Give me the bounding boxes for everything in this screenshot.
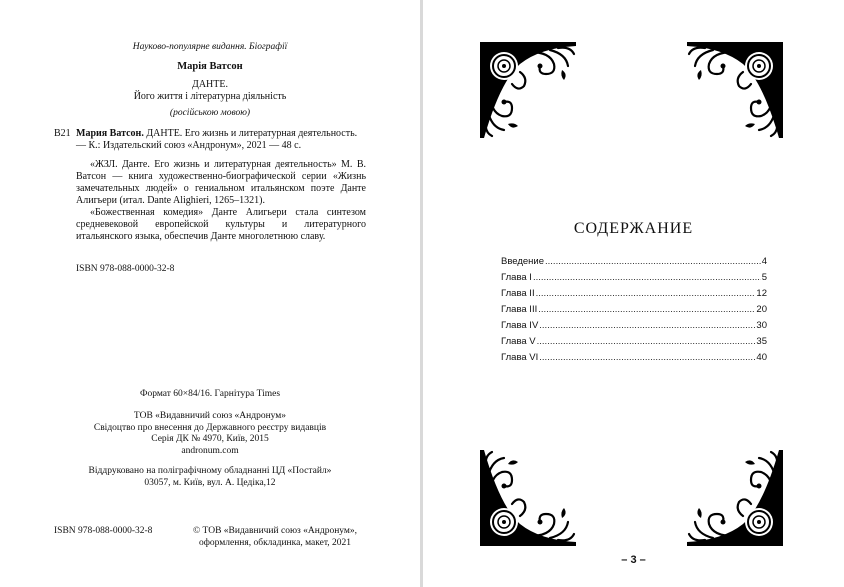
- toc-entry-page: 35: [756, 336, 767, 347]
- printer-block: [0, 466, 420, 489]
- toc-leader-dots: [539, 350, 755, 366]
- isbn-top: ISBN 978-088-0000-32-8: [76, 264, 175, 274]
- format-line: Формат 60×84/16. Гарнітура Times: [139, 389, 281, 399]
- toc-entry-page: 4: [761, 256, 767, 267]
- abstract-paragraph-1: «ЖЗЛ. Данте. Его жизнь и литературная деятельность» М. В. Ватсон — книга художественно-биографической серии «Жизнь замечательных людей» о гениальном итальянском поэте Данте Алигьери (итал. Dante Alighieri, 1265–1321).: [76, 159, 366, 206]
- toc-entry[interactable]: [501, 334, 767, 350]
- toc-entry-label: Глава III: [501, 304, 538, 315]
- printer-line: 03057, м. Київ, вул. А. Цедіка,12: [144, 477, 276, 488]
- toc-entry-page: 30: [756, 320, 767, 331]
- publisher-line: Серія ДК № 4970, Київ, 2015: [151, 434, 269, 444]
- toc-entry-page: 12: [756, 288, 767, 299]
- toc-entry-label: Глава II: [501, 288, 535, 299]
- bibliographic-code: В21: [54, 128, 71, 139]
- toc-leader-dots: [537, 334, 756, 350]
- copyright-line: © ТОВ «Видавничий союз «Андронум»,: [192, 526, 358, 536]
- isbn-bottom: ISBN 978-088-0000-32-8: [54, 526, 153, 536]
- toc-entry-label: Глава V: [501, 336, 536, 347]
- publisher-block: [0, 411, 420, 457]
- toc-leader-dots: [545, 254, 761, 270]
- toc-leader-dots: [539, 318, 755, 334]
- toc-entry[interactable]: [501, 286, 767, 302]
- toc-entry-label: Глава I: [501, 272, 532, 283]
- book-subtitle: Його життя і літературна діяльність: [133, 91, 287, 102]
- bib-author: Мария Ватсон.: [76, 128, 144, 139]
- copyright-line: оформлення, обкладинка, макет, 2021: [198, 537, 352, 548]
- page-number: – 3 –: [621, 554, 646, 566]
- left-page-imprint: [0, 0, 420, 587]
- language-note: (російською мовою): [169, 108, 251, 118]
- toc-leader-dots: [536, 286, 756, 302]
- author-name: Марія Ватсон: [177, 61, 243, 72]
- toc-entry-page: 5: [761, 272, 767, 283]
- toc-entry[interactable]: [501, 350, 767, 366]
- toc-entry[interactable]: [501, 254, 767, 270]
- publisher-line: Свідоцтво про внесення до Державного реєстру видавців: [93, 422, 327, 433]
- publisher-line: andronum.com: [181, 445, 239, 456]
- toc-leader-dots: [533, 270, 761, 286]
- corner-ornament-icon: [480, 450, 576, 546]
- bibliographic-entry: [76, 128, 366, 152]
- corner-ornament-icon: [687, 42, 783, 138]
- contents-heading: СОДЕРЖАНИЕ: [573, 220, 694, 237]
- toc-leader-dots: [538, 302, 755, 318]
- toc-entry-page: 20: [756, 304, 767, 315]
- bib-title: ДАНТЕ. Его жизнь и литературная деятельность. — К.: Издательский союз «Андронум», 2021 — 48 с.: [76, 128, 358, 151]
- toc-entry-label: Глава IV: [501, 320, 539, 331]
- corner-ornament-icon: [480, 42, 576, 138]
- publisher-line: ТОВ «Видавничий союз «Андронум»: [133, 411, 287, 421]
- book-title: ДАНТЕ.: [192, 79, 228, 90]
- toc-entry[interactable]: [501, 318, 767, 334]
- toc-entry[interactable]: [501, 302, 767, 318]
- copyright-block: [180, 526, 370, 549]
- right-page-contents: [423, 0, 844, 587]
- toc-entry[interactable]: [501, 270, 767, 286]
- abstract-paragraph-2: «Божественная комедия» Данте Алигьери стала синтезом средневековой европейской культуры и литературного итальянского языка, обеспечив Данте многолетнюю славу.: [76, 207, 366, 242]
- printer-line: Віддруковано на поліграфічному обладнанні ЦД «Постайл»: [88, 466, 332, 476]
- table-of-contents: [501, 254, 767, 366]
- toc-entry-page: 40: [756, 352, 767, 363]
- bibliographic-record: [76, 128, 366, 243]
- genre-line: Науково-популярне видання. Біографії: [132, 42, 288, 52]
- toc-entry-label: Глава VI: [501, 352, 539, 363]
- toc-entry-label: Введение: [501, 256, 545, 267]
- corner-ornament-icon: [687, 450, 783, 546]
